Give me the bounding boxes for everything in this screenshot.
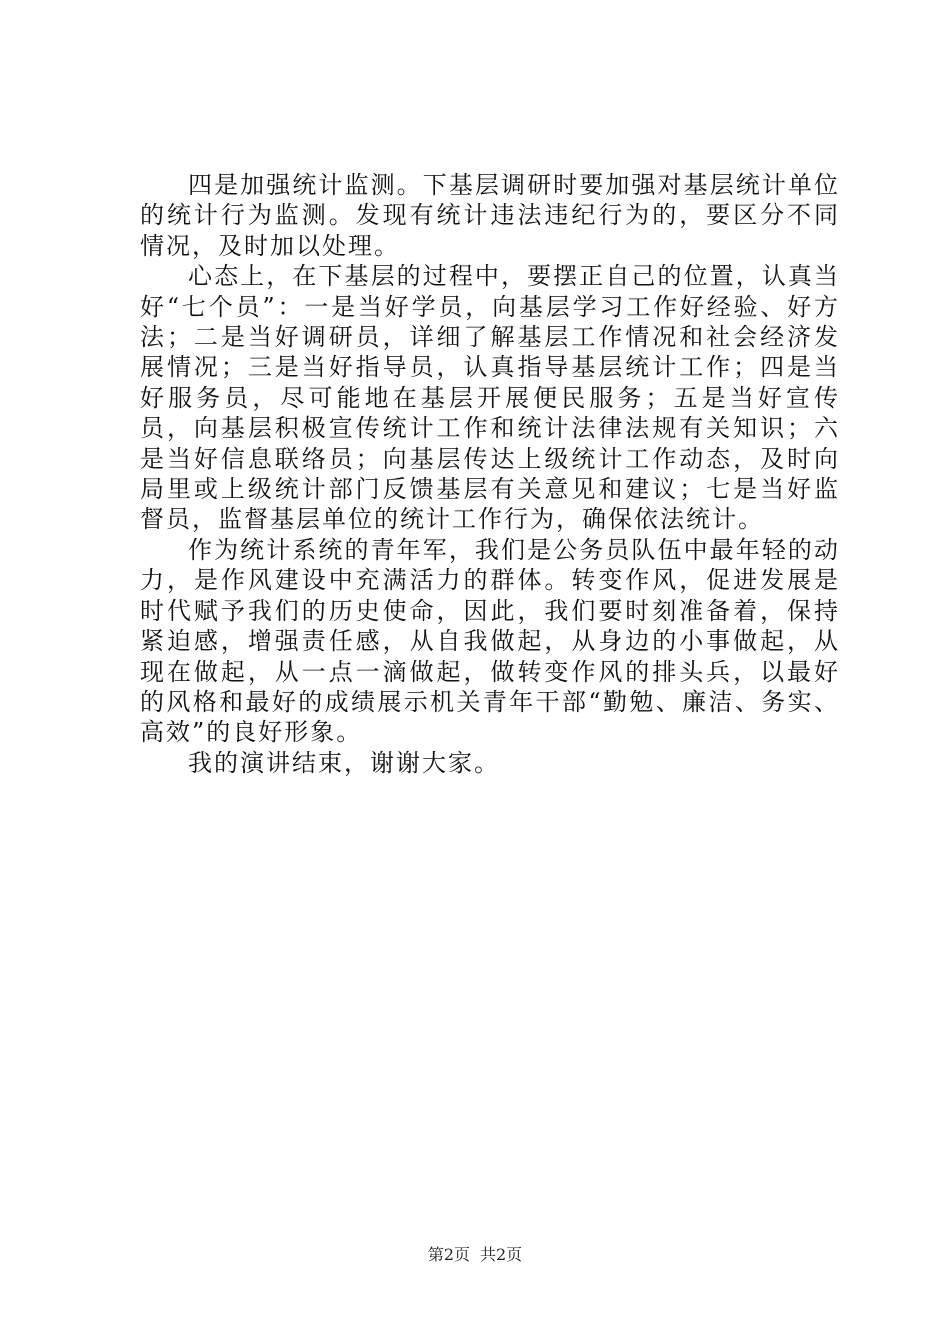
paragraph-closing: 我的演讲结束，谢谢大家。: [188, 748, 500, 777]
page-number: 第2页: [427, 1245, 470, 1264]
page-total: 共2页: [480, 1245, 523, 1264]
paragraph-seven-roles: 心态上，在下基层的过程中，要摆正自己的位置，认真当好“七个员”：一是当好学员，向基层学习工作好经验、好方法；二是当好调研员，详细了解基层工作情况和社会经济发展情况；三是当好指导员，认真指导基层统计工作；四是当好服务员，尽可能地在基层开展便民服务；五是当好宣传员，向基层积极宣传统计工作和统计法律法规有关知识；六是当好信息联络员；向基层传达上级统计工作动态，及时向局里或上级统计部门反馈基层有关意见和建议；七是当好监督员，监督基层单位的统计工作行为，确保依法统计。: [140, 262, 840, 534]
page-footer: [0, 1244, 950, 1266]
paragraph-statistics-monitoring: 四是加强统计监测。下基层调研时要加强对基层统计单位的统计行为监测。发现有统计违法违纪行为的，要区分不同情况，及时加以处理。: [140, 171, 840, 260]
document-body: [140, 170, 840, 778]
paragraph-youth-army: 作为统计系统的青年军，我们是公务员队伍中最年轻的动力，是作风建设中充满活力的群体。转变作风，促进发展是时代赋予我们的历史使命，因此，我们要时刻准备着，保持紧迫感，增强责任感，从自我做起，从身边的小事做起，从现在做起，从一点一滴做起，做转变作风的排头兵，以最好的风格和最好的成绩展示机关青年干部“勤勉、廉洁、务实、高效”的良好形象。: [140, 535, 840, 747]
